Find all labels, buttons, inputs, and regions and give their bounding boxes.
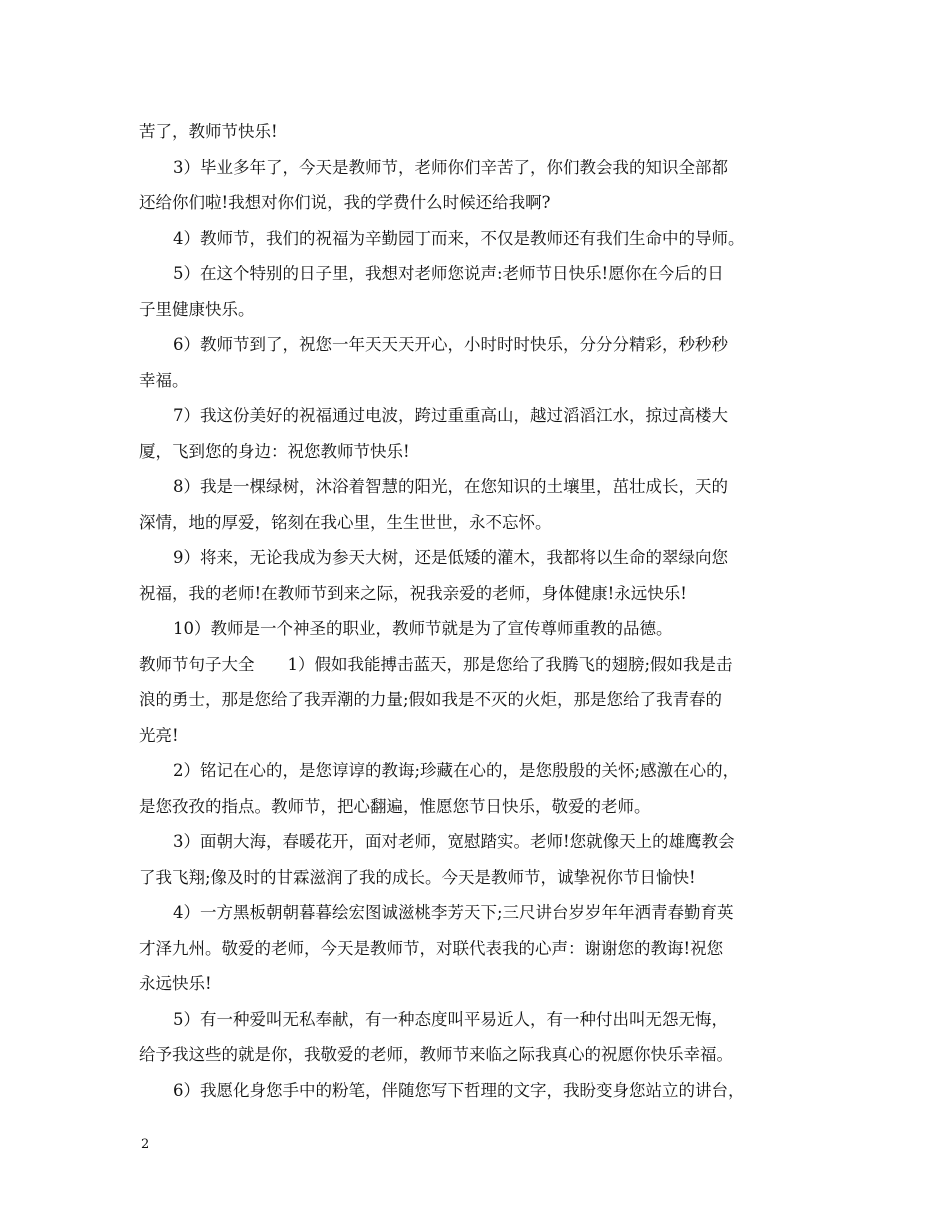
- text-line: 3）面朝大海，春暖花开，面对老师，宽慰踏实。老师!您就像天上的雄鹰教会: [173, 832, 735, 851]
- text-line: 4）一方黑板朝朝暮暮绘宏图诚滋桃李芳天下;三尺讲台岁岁年年洒青春勤育英: [173, 903, 734, 922]
- text-line: 2）铭记在心的，是您谆谆的教诲;珍藏在心的，是您殷殷的关怀;感激在心的，: [173, 761, 740, 780]
- text-line: 才泽九州。敬爱的老师，今天是教师节，对联代表我的心声：谢谢您的教诲!祝您: [139, 938, 724, 958]
- text-line: 6）我愿化身您手中的粉笔，伴随您写下哲理的文字，我盼变身您站立的讲台，: [173, 1080, 745, 1100]
- document-body: [139, 114, 819, 1108]
- text-line: 浪的勇士，那是您给了我弄潮的力量;假如我是不灭的火炬，那是您给了我青春的: [139, 690, 723, 709]
- text-line: 是您孜孜的指点。教师节，把心翻遍，惟愿您节日快乐，敬爱的老师。: [139, 796, 651, 816]
- section-heading-line: 教师节句子大全 1）假如我能搏击蓝天，那是您给了我腾飞的翅膀;假如我是击: [139, 654, 733, 674]
- text-line: 厦，飞到您的身边：祝您教师节快乐!: [139, 441, 410, 461]
- text-line: 8）我是一棵绿树，沐浴着智慧的阳光，在您知识的土壤里，茁壮成长，天的: [173, 477, 728, 496]
- text-line: 还给你们啦!我想对你们说，我的学费什么时候还给我啊?: [139, 193, 551, 212]
- text-line: 4）教师节，我们的祝福为辛勤园丁而来，不仅是教师还有我们生命中的导师。: [173, 228, 745, 248]
- text-line: 幸福。: [139, 370, 189, 390]
- text-line: 10）教师是一个神圣的职业，教师节就是为了宣传尊师重教的品德。: [173, 619, 673, 638]
- text-line: 6）教师节到了，祝您一年天天天开心，小时时时快乐，分分分精彩，秒秒秒: [173, 335, 728, 354]
- text-line: 深情，地的厚爱，铭刻在我心里，生生世世，永不忘怀。: [139, 512, 552, 532]
- text-line: 苦了，教师节快乐!: [139, 122, 278, 141]
- text-line: 5）在这个特别的日子里，我想对老师您说声:老师节日快乐!愿你在今后的日: [173, 264, 724, 283]
- text-line: 永远快乐!: [139, 974, 212, 993]
- page-number: 2: [141, 1137, 150, 1152]
- text-line: 祝福，我的老师!在教师节到来之际，祝我亲爱的老师，身体健康!永远快乐!: [139, 583, 687, 603]
- text-line: 光亮!: [139, 725, 179, 745]
- text-line: 子里健康快乐。: [139, 299, 255, 319]
- text-line: 5）有一种爱叫无私奉献，有一种态度叫平易近人，有一种付出叫无怨无悔，: [173, 1009, 728, 1029]
- text-line: 7）我这份美好的祝福通过电波，跨过重重高山，越过滔滔江水，掠过高楼大: [173, 406, 728, 425]
- text-line: 了我飞翔;像及时的甘霖滋润了我的成长。今天是教师节，诚挚祝你节日愉快!: [139, 867, 696, 887]
- text-line: 3）毕业多年了，今天是教师节，老师你们辛苦了，你们教会我的知识全部都: [173, 157, 728, 177]
- text-line: 给予我这些的就是你，我敬爱的老师，教师节来临之际我真心的祝愿你快乐幸福。: [139, 1045, 733, 1064]
- text-line: 9）将来，无论我成为参天大树，还是低矮的灌木，我都将以生命的翠绿向您: [173, 548, 728, 567]
